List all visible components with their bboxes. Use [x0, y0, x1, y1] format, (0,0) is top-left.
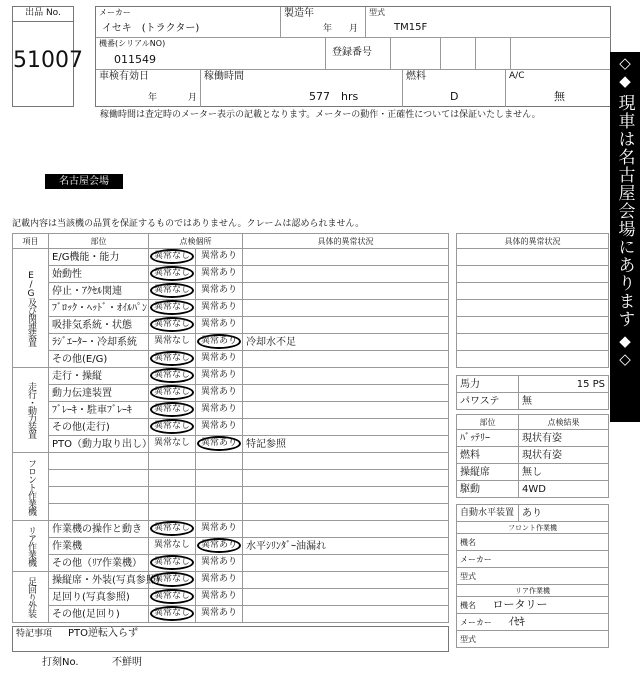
part-name: 動力伝達装置: [49, 385, 149, 402]
lot-number-box: [12, 6, 83, 107]
detail-text: [243, 555, 449, 572]
option-issue-label: 異常あり: [200, 523, 237, 533]
inspection-table: [12, 233, 449, 623]
table-row: [13, 317, 449, 334]
disclaimer: 記載内容は当該機の品質を保証するものではありません。クレームは認められません。: [12, 219, 365, 229]
lot-number: 51007: [13, 48, 83, 73]
option-no-issue-label: 異常なし: [150, 317, 194, 332]
option-no-issue-label: 異常なし: [150, 419, 194, 434]
table-row: [13, 249, 449, 266]
option-no-issue-label: 異常なし: [150, 572, 194, 587]
header-detail: 具体的異常状況: [243, 234, 449, 249]
option-issue-label: 異常あり: [197, 334, 241, 349]
rear-attachment-header: リア作業機: [457, 585, 609, 597]
ps-label: パワステ: [457, 393, 519, 410]
stamp-value: 不鮮明: [112, 657, 142, 668]
field-label: 型式: [460, 572, 476, 581]
registration-cell: [326, 38, 391, 70]
parts-row: [457, 430, 609, 447]
part-name: ﾌﾞﾛｯｸ・ﾍｯﾄﾞ・ｵｲﾙﾊﾟﾝ: [49, 300, 149, 317]
power-table: [456, 375, 609, 410]
group-label: E/G及び関連装置: [13, 249, 49, 368]
stamp-label: 打刻No.: [42, 657, 79, 668]
option-no-issue[interactable]: [149, 538, 196, 555]
part-name: ﾗｼﾞｴｰﾀｰ・冷却系統: [49, 334, 149, 351]
inspection-month-unit: 月: [188, 93, 198, 103]
ps-value: 無: [519, 393, 609, 410]
option-issue[interactable]: [196, 317, 243, 334]
option-no-issue[interactable]: [149, 300, 196, 317]
right-detail-header: 具体的異常状況: [457, 234, 609, 249]
front-attachment-row: [457, 534, 609, 551]
front-attachment-row: [457, 551, 609, 568]
option-issue[interactable]: [196, 300, 243, 317]
table-row: [13, 368, 449, 385]
option-no-issue[interactable]: [149, 334, 196, 351]
part-name: その他(E/G): [49, 351, 149, 368]
table-row: [13, 266, 449, 283]
group-label: 走行・動力装置: [13, 368, 49, 453]
option-no-issue[interactable]: [149, 249, 196, 266]
remarks-text: PTO逆転入らず: [68, 628, 139, 639]
option-no-issue-label: 異常なし: [150, 351, 194, 366]
option-no-issue-label: 異常なし: [150, 589, 194, 604]
option-issue[interactable]: [196, 606, 243, 623]
table-row: [13, 453, 449, 470]
option-no-issue-label: 異常なし: [153, 438, 190, 448]
part-name: [49, 504, 149, 521]
group-label: リア作業機: [13, 521, 49, 572]
option-issue[interactable]: [196, 334, 243, 351]
table-row: [13, 589, 449, 606]
parts-row: [457, 481, 609, 498]
table-row: [13, 572, 449, 589]
detail-text: [243, 283, 449, 300]
option-issue[interactable]: [196, 521, 243, 538]
empty-cell: [149, 487, 196, 504]
part-name: [49, 470, 149, 487]
auto-level-label: 自動水平装置: [457, 505, 519, 522]
part-name: 作業機の操作と動き: [49, 521, 149, 538]
rear-attachment-header-row: [457, 585, 609, 597]
detail-text: [243, 572, 449, 589]
group-label: 足回り外装: [13, 572, 49, 623]
table-row: [13, 436, 449, 453]
vehicle-info-box: [95, 6, 611, 107]
part-label: 駆動: [457, 481, 519, 498]
location-banner: [610, 52, 640, 422]
option-issue-label: 異常あり: [200, 302, 237, 312]
option-no-issue[interactable]: [149, 351, 196, 368]
front-attachment-row: [457, 568, 609, 585]
option-no-issue-label: 異常なし: [150, 402, 194, 417]
option-issue[interactable]: [196, 572, 243, 589]
ac-value: 無: [554, 90, 565, 103]
parts-header: 部位: [457, 415, 519, 430]
option-issue-label: 異常あり: [197, 436, 241, 451]
fuel-cell: [403, 70, 506, 107]
parts-row: [457, 464, 609, 481]
empty-cell: [196, 470, 243, 487]
part-name: PTO（動力取り出し）: [49, 436, 149, 453]
rear-attachment-row: [457, 614, 609, 631]
detail-text: [243, 385, 449, 402]
remarks-label: 特記事項: [16, 629, 53, 639]
option-issue[interactable]: [196, 555, 243, 572]
table-row: [13, 538, 449, 555]
year-cell: [281, 7, 366, 38]
detail-text: [243, 453, 449, 470]
option-no-issue-label: 異常なし: [150, 555, 194, 570]
option-issue[interactable]: [196, 385, 243, 402]
part-name: 停止・ｱｸｾﾙ関連: [49, 283, 149, 300]
maker-label: メーカー: [99, 8, 131, 17]
part-result: 無し: [519, 464, 609, 481]
registration-box-2: [441, 38, 476, 70]
option-issue-label: 異常あり: [200, 268, 237, 278]
option-issue[interactable]: [196, 266, 243, 283]
table-row: [13, 300, 449, 317]
model-value: TM15F: [394, 22, 428, 33]
option-issue[interactable]: [196, 249, 243, 266]
option-no-issue[interactable]: [149, 266, 196, 283]
inspection-cell: [96, 70, 201, 107]
front-attachment-header-row: [457, 522, 609, 534]
option-issue-label: 異常あり: [200, 285, 237, 295]
detail-text: [243, 419, 449, 436]
option-no-issue[interactable]: [149, 589, 196, 606]
table-row: [13, 385, 449, 402]
option-no-issue-label: 異常なし: [153, 336, 190, 346]
registration-box-3: [476, 38, 511, 70]
detail-text: [243, 317, 449, 334]
part-name: その他(走行): [49, 419, 149, 436]
fuel-label: 燃料: [406, 71, 426, 82]
option-issue[interactable]: [196, 419, 243, 436]
serial-value: 011549: [114, 53, 156, 66]
option-no-issue-label: 異常なし: [150, 521, 194, 536]
detail-row: [457, 334, 609, 351]
option-issue-label: 異常あり: [200, 251, 237, 261]
part-name: [49, 487, 149, 504]
part-name: 作業機: [49, 538, 149, 555]
option-no-issue-label: 異常なし: [150, 368, 194, 383]
detail-text: 冷却水不足: [243, 334, 449, 351]
field-value: ロータリー: [492, 598, 548, 611]
empty-cell: [196, 453, 243, 470]
detail-text: [243, 470, 449, 487]
option-issue-label: 異常あり: [197, 538, 241, 553]
option-issue-label: 異常あり: [200, 557, 237, 567]
option-no-issue-label: 異常なし: [150, 266, 194, 281]
header-check: 点検個所: [149, 234, 243, 249]
field-label: 型式: [460, 635, 476, 644]
part-label: 燃料: [457, 447, 519, 464]
field-label: メーカー: [460, 618, 492, 627]
detail-text: [243, 521, 449, 538]
option-issue-label: 異常あり: [200, 608, 237, 618]
part-result: 4WD: [519, 481, 609, 498]
header-part: 部位: [49, 234, 149, 249]
table-row: [13, 402, 449, 419]
registration-box-4: [511, 38, 611, 70]
option-no-issue-label: 異常なし: [150, 249, 194, 264]
option-issue-label: 異常あり: [200, 574, 237, 584]
option-issue[interactable]: [196, 351, 243, 368]
detail-row: [457, 351, 609, 368]
option-issue-label: 異常あり: [200, 319, 237, 329]
detail-text: [243, 300, 449, 317]
option-no-issue[interactable]: [149, 436, 196, 453]
detail-text: 水平ｼﾘﾝﾀﾞｰ油漏れ: [243, 538, 449, 555]
header-item: 項目: [13, 234, 49, 249]
ac-label: A/C: [509, 71, 525, 81]
banner-diamonds-top: ◇◆: [616, 54, 634, 90]
option-no-issue-label: 異常なし: [150, 385, 194, 400]
part-name: その他(足回り): [49, 606, 149, 623]
field-label: メーカー: [460, 555, 492, 564]
option-issue-label: 異常あり: [200, 387, 237, 397]
model-label: 型式: [369, 8, 385, 17]
detail-row: [457, 249, 609, 266]
table-row: [13, 504, 449, 521]
ac-cell: [506, 70, 611, 107]
table-row: [13, 521, 449, 538]
rear-attachment-row: [457, 597, 609, 614]
part-name: 走行・操縦: [49, 368, 149, 385]
detail-text: [243, 487, 449, 504]
option-issue[interactable]: [196, 436, 243, 453]
part-name: [49, 453, 149, 470]
option-issue-label: 異常あり: [200, 591, 237, 601]
option-no-issue-label: 異常なし: [150, 606, 194, 621]
fuel-value: D: [450, 90, 459, 103]
banner-diamonds-bottom: ◆◇: [616, 332, 634, 368]
part-label: ﾊﾞｯﾃﾘｰ: [457, 430, 519, 447]
option-no-issue-label: 異常なし: [153, 540, 190, 550]
option-no-issue[interactable]: [149, 419, 196, 436]
hp-label: 馬力: [457, 376, 519, 393]
part-name: その他（ﾘｱ作業機）: [49, 555, 149, 572]
rear-attachment-row: [457, 631, 609, 648]
part-name: 始動性: [49, 266, 149, 283]
maker-value: イセキ (トラクター): [102, 23, 200, 34]
parts-row: [457, 447, 609, 464]
option-issue[interactable]: [196, 538, 243, 555]
result-header: 点検結果: [519, 415, 609, 430]
detail-text: [243, 266, 449, 283]
part-name: 操縦席・外装(写真参照): [49, 572, 149, 589]
table-row: [13, 470, 449, 487]
empty-cell: [196, 487, 243, 504]
option-no-issue[interactable]: [149, 283, 196, 300]
year-label: 製造年: [284, 8, 314, 19]
option-issue[interactable]: [196, 589, 243, 606]
table-row: [13, 487, 449, 504]
hours-cell: [201, 70, 403, 107]
empty-cell: [149, 470, 196, 487]
group-label: フロント作業機: [13, 453, 49, 521]
part-label: 操縦席: [457, 464, 519, 481]
detail-text: 特記参照: [243, 436, 449, 453]
hours-value: 577 hrs: [309, 90, 359, 103]
option-no-issue[interactable]: [149, 368, 196, 385]
table-row: [13, 334, 449, 351]
option-issue-label: 異常あり: [200, 421, 237, 431]
part-name: 足回り(写真参照): [49, 589, 149, 606]
empty-cell: [149, 504, 196, 521]
option-no-issue[interactable]: [149, 606, 196, 623]
detail-text: [243, 589, 449, 606]
right-detail-table: [456, 233, 609, 368]
option-no-issue[interactable]: [149, 521, 196, 538]
table-row: [13, 606, 449, 623]
detail-row: [457, 300, 609, 317]
option-issue[interactable]: [196, 283, 243, 300]
banner-text: 現車は名古屋会場にあります: [614, 94, 635, 328]
detail-row: [457, 283, 609, 300]
attachment-table: [456, 504, 609, 648]
option-issue-label: 異常あり: [200, 404, 237, 414]
month-unit: 月: [349, 24, 359, 34]
serial-cell: [96, 38, 326, 70]
option-issue[interactable]: [196, 402, 243, 419]
table-row: [13, 419, 449, 436]
detail-row: [457, 317, 609, 334]
detail-text: [243, 606, 449, 623]
maker-cell: [96, 7, 281, 38]
detail-text: [243, 402, 449, 419]
registration-label: 登録番号: [332, 47, 372, 58]
remarks-box: [12, 626, 449, 652]
detail-text: [243, 249, 449, 266]
table-row: [13, 283, 449, 300]
inspection-year-unit: 年: [148, 93, 158, 103]
field-label: 機名: [460, 538, 476, 547]
table-row: [13, 351, 449, 368]
option-issue-label: 異常あり: [200, 353, 237, 363]
option-no-issue[interactable]: [149, 402, 196, 419]
field-label: 機名: [460, 601, 476, 610]
venue-label: 名古屋会場: [45, 174, 123, 189]
detail-row: [457, 266, 609, 283]
hours-note: 稼働時間は査定時のメーター表示の記載となります。メーターの動作・正確性については保証いたしません。: [100, 110, 541, 120]
year-unit: 年: [323, 24, 333, 34]
detail-text: [243, 368, 449, 385]
detail-text: [243, 351, 449, 368]
option-no-issue[interactable]: [149, 317, 196, 334]
parts-table: [456, 414, 609, 498]
option-no-issue-label: 異常なし: [150, 300, 194, 315]
part-result: 現状有姿: [519, 430, 609, 447]
option-no-issue[interactable]: [149, 572, 196, 589]
field-value: ｲｾｷ: [508, 615, 525, 628]
part-name: ﾌﾞﾚｰｷ・駐車ﾌﾞﾚｰｷ: [49, 402, 149, 419]
detail-text: [243, 504, 449, 521]
empty-cell: [196, 504, 243, 521]
model-cell: [366, 7, 611, 38]
serial-label: 機番(シリアルNO): [99, 39, 166, 48]
part-name: 吸排気系統・状態: [49, 317, 149, 334]
hours-label: 稼働時間: [204, 71, 244, 82]
option-no-issue[interactable]: [149, 555, 196, 572]
option-no-issue-label: 異常なし: [150, 283, 194, 298]
part-result: 現状有姿: [519, 447, 609, 464]
empty-cell: [149, 453, 196, 470]
option-issue-label: 異常あり: [200, 370, 237, 380]
part-name: E/G機能・能力: [49, 249, 149, 266]
registration-box-1: [391, 38, 441, 70]
front-attachment-header: フロント作業機: [457, 522, 609, 534]
lot-label: 出品 No.: [13, 7, 73, 22]
option-issue[interactable]: [196, 368, 243, 385]
table-row: [13, 555, 449, 572]
option-no-issue[interactable]: [149, 385, 196, 402]
inspection-label: 車検有効日: [99, 71, 149, 82]
hp-value: 15 PS: [519, 376, 609, 393]
auto-level-value: あり: [519, 505, 609, 522]
